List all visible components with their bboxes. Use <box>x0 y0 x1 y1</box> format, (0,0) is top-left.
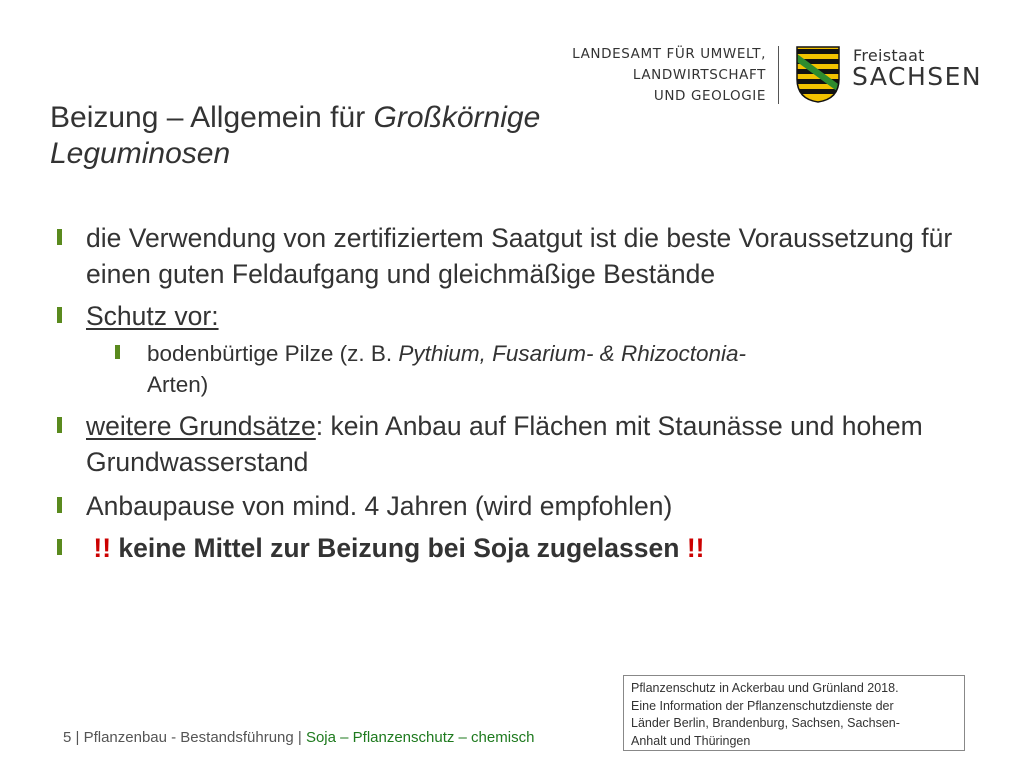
source-line-2: Eine Information der Pflanzenschutzdienste der <box>631 698 894 713</box>
warning-mark-left: !! <box>93 533 112 563</box>
bullet-item-1 <box>55 220 955 292</box>
sub-bullet-item-1 <box>55 338 955 400</box>
footer-section: | Pflanzenbau - Bestandsführung | <box>71 729 306 746</box>
bullet-marker <box>57 539 62 555</box>
bullet-item-2 <box>55 298 955 334</box>
source-line-4: Anhalt und Thüringen <box>631 733 751 748</box>
sub-bullet-text-end: Arten) <box>147 372 209 397</box>
agency-name <box>572 44 766 107</box>
bullet-text-underlined: weitere Grundsätze <box>86 411 316 441</box>
sub-bullet-marker <box>115 345 120 359</box>
bullet-marker <box>57 307 62 323</box>
brand-freistaat: Freistaat <box>853 46 925 65</box>
source-line-1: Pflanzenschutz in Ackerbau und Grünland 2018. <box>631 681 899 695</box>
title-italic: Großkörnige Leguminosen <box>50 101 541 170</box>
bullet-item-4 <box>55 488 955 524</box>
sub-bullet-text: bodenbürtige Pilze (z. B. <box>147 341 399 366</box>
footer <box>63 729 534 746</box>
bullet-text: die Verwendung von zertifiziertem Saatgut ist die beste Voraussetzung für einen guten Feldaufgang und gleichmäßige Bestände <box>86 223 953 289</box>
page-number: 5 <box>63 729 72 746</box>
bullet-marker <box>57 497 62 513</box>
bullet-list <box>55 220 955 566</box>
brand-sachsen: SACHSEN <box>852 62 983 91</box>
bullet-text: : kein Anbau auf Flächen mit Staunässe und hohem Grundwasserstand <box>86 411 923 477</box>
warning-text: keine Mittel zur Beizung bei Soja zugelassen <box>111 533 687 563</box>
warning-mark-right: !! <box>686 533 705 563</box>
agency-line-1: LANDESAMT FÜR UMWELT, <box>572 46 766 62</box>
bullet-item-3 <box>55 408 955 480</box>
header-divider <box>778 46 779 104</box>
title-plain: Beizung – Allgemein für <box>50 101 374 134</box>
saxony-coat-of-arms-icon <box>795 45 841 103</box>
bullet-text: Anbaupause von mind. 4 Jahren (wird empfohlen) <box>86 491 673 521</box>
bullet-item-5 <box>55 530 955 566</box>
sub-bullet-italic: Pythium, Fusarium- & Rhizoctonia- <box>398 341 746 366</box>
agency-line-2: LANDWIRTSCHAFT <box>632 67 766 83</box>
agency-line-3: UND GEOLOGIE <box>653 88 766 104</box>
source-line-3: Länder Berlin, Brandenburg, Sachsen, Sachsen- <box>631 716 900 730</box>
footer-topic: Soja – Pflanzenschutz – chemisch <box>305 729 535 746</box>
bullet-marker <box>57 417 62 433</box>
bullet-marker <box>57 229 62 245</box>
slide-title <box>50 100 690 172</box>
source-note <box>623 675 965 751</box>
bullet-text: Schutz vor: <box>86 301 219 331</box>
